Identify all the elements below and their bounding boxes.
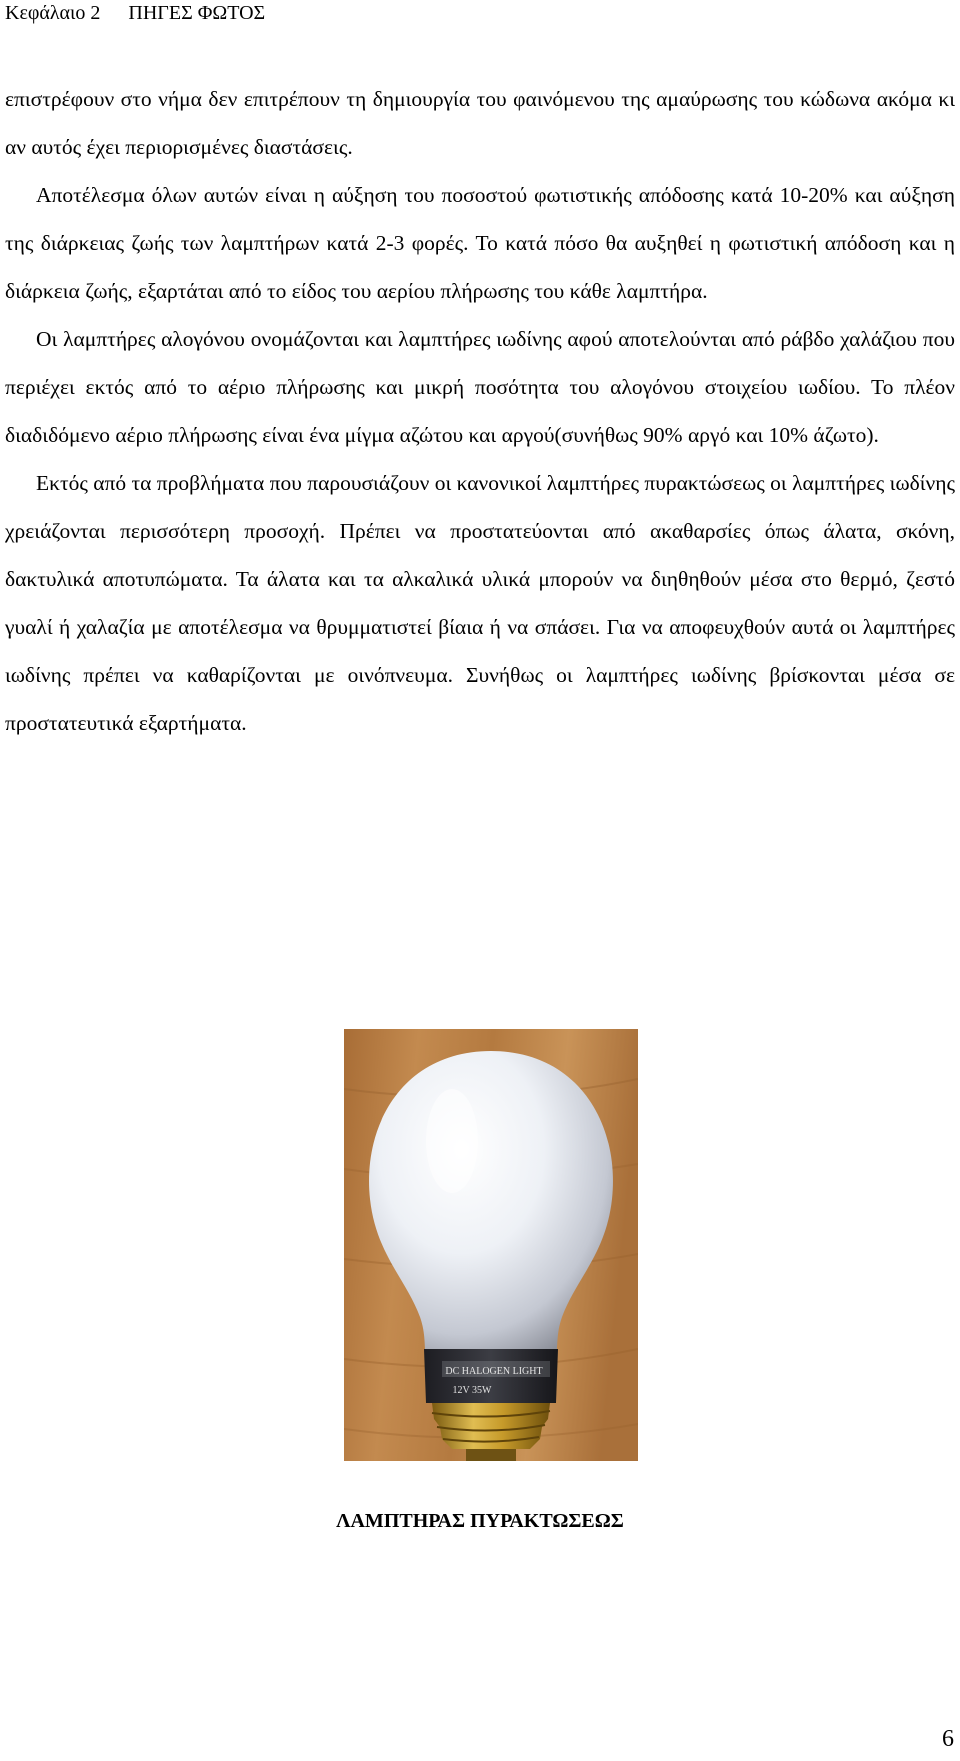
paragraph-4: Εκτός από τα προβλήματα που παρουσιάζουν οι κανονικοί λαμπτήρες πυρακτώσεως οι λαμπτήρες ιωδίνης χρειάζονται περισσότερη προσοχή. Πρέπει να προστατεύονται από ακαθαρσίες όπως άλατα, σκόνη, δακτυλικά αποτυπώματα. Τα άλατα και τα αλκαλικά υλικά μπορούν να διηθηθούν μέσα στο θερμό, ζεστό γυαλί ή χαλαζία με αποτέλεσμα να θρυμματιστεί βίαια ή να σπάσει. Για να αποφευχθούν αυτά οι λαμπτήρες ιωδίνης πρέπει να καθαρίζονται με οινόπνευμα. Συνήθως οι λαμπτήρες ιωδίνης βρίσκονται μέσα σε προστατευτικά εξαρτήματα. xyxy=(5,471,955,735)
body-text xyxy=(5,75,955,747)
paragraph-1: επιστρέφουν στο νήμα δεν επιτρέπουν τη δημιουργία του φαινόμενου της αμαύρωσης του κώδωνα ακόμα κι αν αυτός έχει περιορισμένες διαστάσεις. xyxy=(5,87,955,159)
paragraph-2: Αποτέλεσμα όλων αυτών είναι η αύξηση του ποσοστού φωτιστικής απόδοσης κατά 10-20% και αύξηση της διάρκειας ζωής των λαμπτήρων κατά 2-3 φορές. Το κατά πόσο θα αυξηθεί η φωτιστική απόδοση και η διάρκεια ζωής, εξαρτάται από το είδος του αερίου πλήρωσης του κάθε λαμπτήρα. xyxy=(5,183,955,303)
bulb-label-line2: 12V 35W xyxy=(452,1385,492,1396)
bulb-label-line1: DC HALOGEN LIGHT xyxy=(445,1366,543,1377)
chapter-label: Κεφάλαιο 2 xyxy=(5,2,101,24)
section-title: ΠΗΓΕΣ ΦΩΤΟΣ xyxy=(128,2,266,24)
figure-caption: ΛΑΜΠΤΗΡΑΣ ΠΥΡΑΚΤΩΣΕΩΣ xyxy=(336,1510,624,1532)
page-header xyxy=(5,0,265,26)
page-number: 6 xyxy=(942,1726,954,1752)
paragraph-3: Οι λαμπτήρες αλογόνου ονομάζονται και λαμπτήρες ιωδίνης αφού αποτελούνται από ράβδο χαλάζιου που περιέχει εκτός από το αέριο πλήρωσης και μικρή ποσότητα του αλογόνου στοιχείου ιωδίου. Το πλέον διαδιδόμενο αέριο πλήρωσης είναι ένα μίγμα αζώτου και αργού(συνήθως 90% αργό και 10% άζωτο). xyxy=(5,327,955,447)
light-bulb-photo xyxy=(344,1029,638,1461)
